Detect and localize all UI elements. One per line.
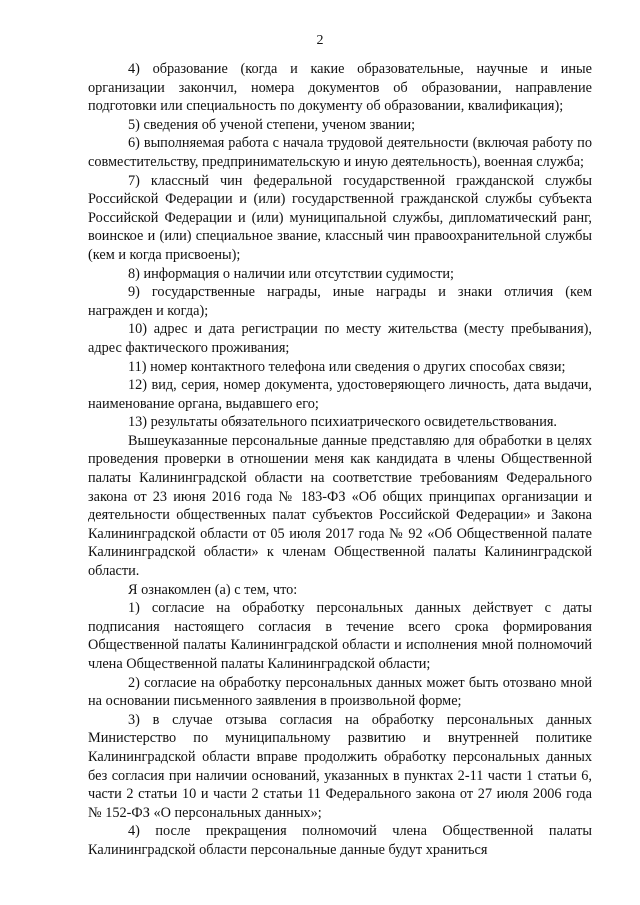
paragraph-criminal-record: 8) информация о наличии или отсутствии судимости; [128,265,455,282]
document-body [88,60,592,860]
paragraph-consent-revocation: 2) согласие на обработку персональных данных может быть отозвано мной на основании письменного заявления в произвольной форме; [88,674,592,710]
page-number: 2 [316,33,324,48]
paragraph-work-history: 6) выполняемая работа с начала трудовой деятельности (включая работу по совместительству, предпринимательскую и иную деятельность), военная служба; [88,135,592,170]
paragraph-revocation-consequences: 3) в случае отзыва согласия на обработку персональных данных Министерство по муниципальному развитию и внутренней политике Калининградской области вправе продолжить обработку персональных данных без согласия при наличии оснований, указанных в пунктах 2-11 части 1 статьи 6, части 2 статьи 10 и части 2 статьи 11 Федерального закона от 27 июля 2006 года № 152-ФЗ «О персональных данных»; [88,711,592,821]
paragraph-education: 4) образование (когда и какие образовательные, научные и иные организации закончил, номера документов об образовании, направление подготовки или специальность по документу об образовании, квалификация); [88,61,592,115]
paragraph-phone: 11) номер контактного телефона или сведения о других способах связи; [128,358,566,375]
paragraph-address: 10) адрес и дата регистрации по месту жительства (месту пребывания), адрес фактического проживания; [88,321,592,356]
paragraph-psychiatric-exam: 13) результаты обязательного психиатрического освидетельствования. [128,414,558,431]
paragraph-class-rank: 7) классный чин федеральной государственной гражданской службы Российской Федерации и (или) государственной гражданской службы субъекта Российской Федерации и (или) муниципальной службы, дипломатический ранг, воинское и (или) специальное звание, классный чин правоохранительной службы (кем и когда присвоены); [88,172,592,263]
paragraph-academic-degree: 5) сведения об ученой степени, ученом звании; [128,116,416,133]
paragraph-awards: 9) государственные награды, иные награды и знаки отличия (кем награжден и когда); [88,284,592,319]
paragraph-data-retention: 4) после прекращения полномочий члена Общественной палаты Калининградской области персональные данные будут храниться [88,823,592,858]
paragraph-acknowledgement: Я ознакомлен (а) с тем, что: [128,581,298,598]
paragraph-identity-document: 12) вид, серия, номер документа, удостоверяющего личность, дата выдачи, наименование органа, выдавшего его; [88,377,592,412]
paragraph-consent-duration: 1) согласие на обработку персональных данных действует с даты подписания настоящего согласия в течение всего срока формирования Общественной палаты Калининградской области и исполнения мной полномочий члена Общественной палаты Калининградской области; [88,600,592,672]
paragraph-consent-purpose: Вышеуказанные персональные данные представляю для обработки в целях проведения проверки в отношении меня как кандидата в члены Общественной палаты Калининградской области на соответствие требованиям Федерального закона от 23 июня 2016 года № 183-ФЗ «Об общих принципах организации и деятельности общественных палат субъектов Российской Федерации» и Закона Калининградской области от 05 июля 2017 года № 92 «Об Общественной палате Калининградской области» к членам Общественной палаты Калининградской области. [88,432,592,580]
